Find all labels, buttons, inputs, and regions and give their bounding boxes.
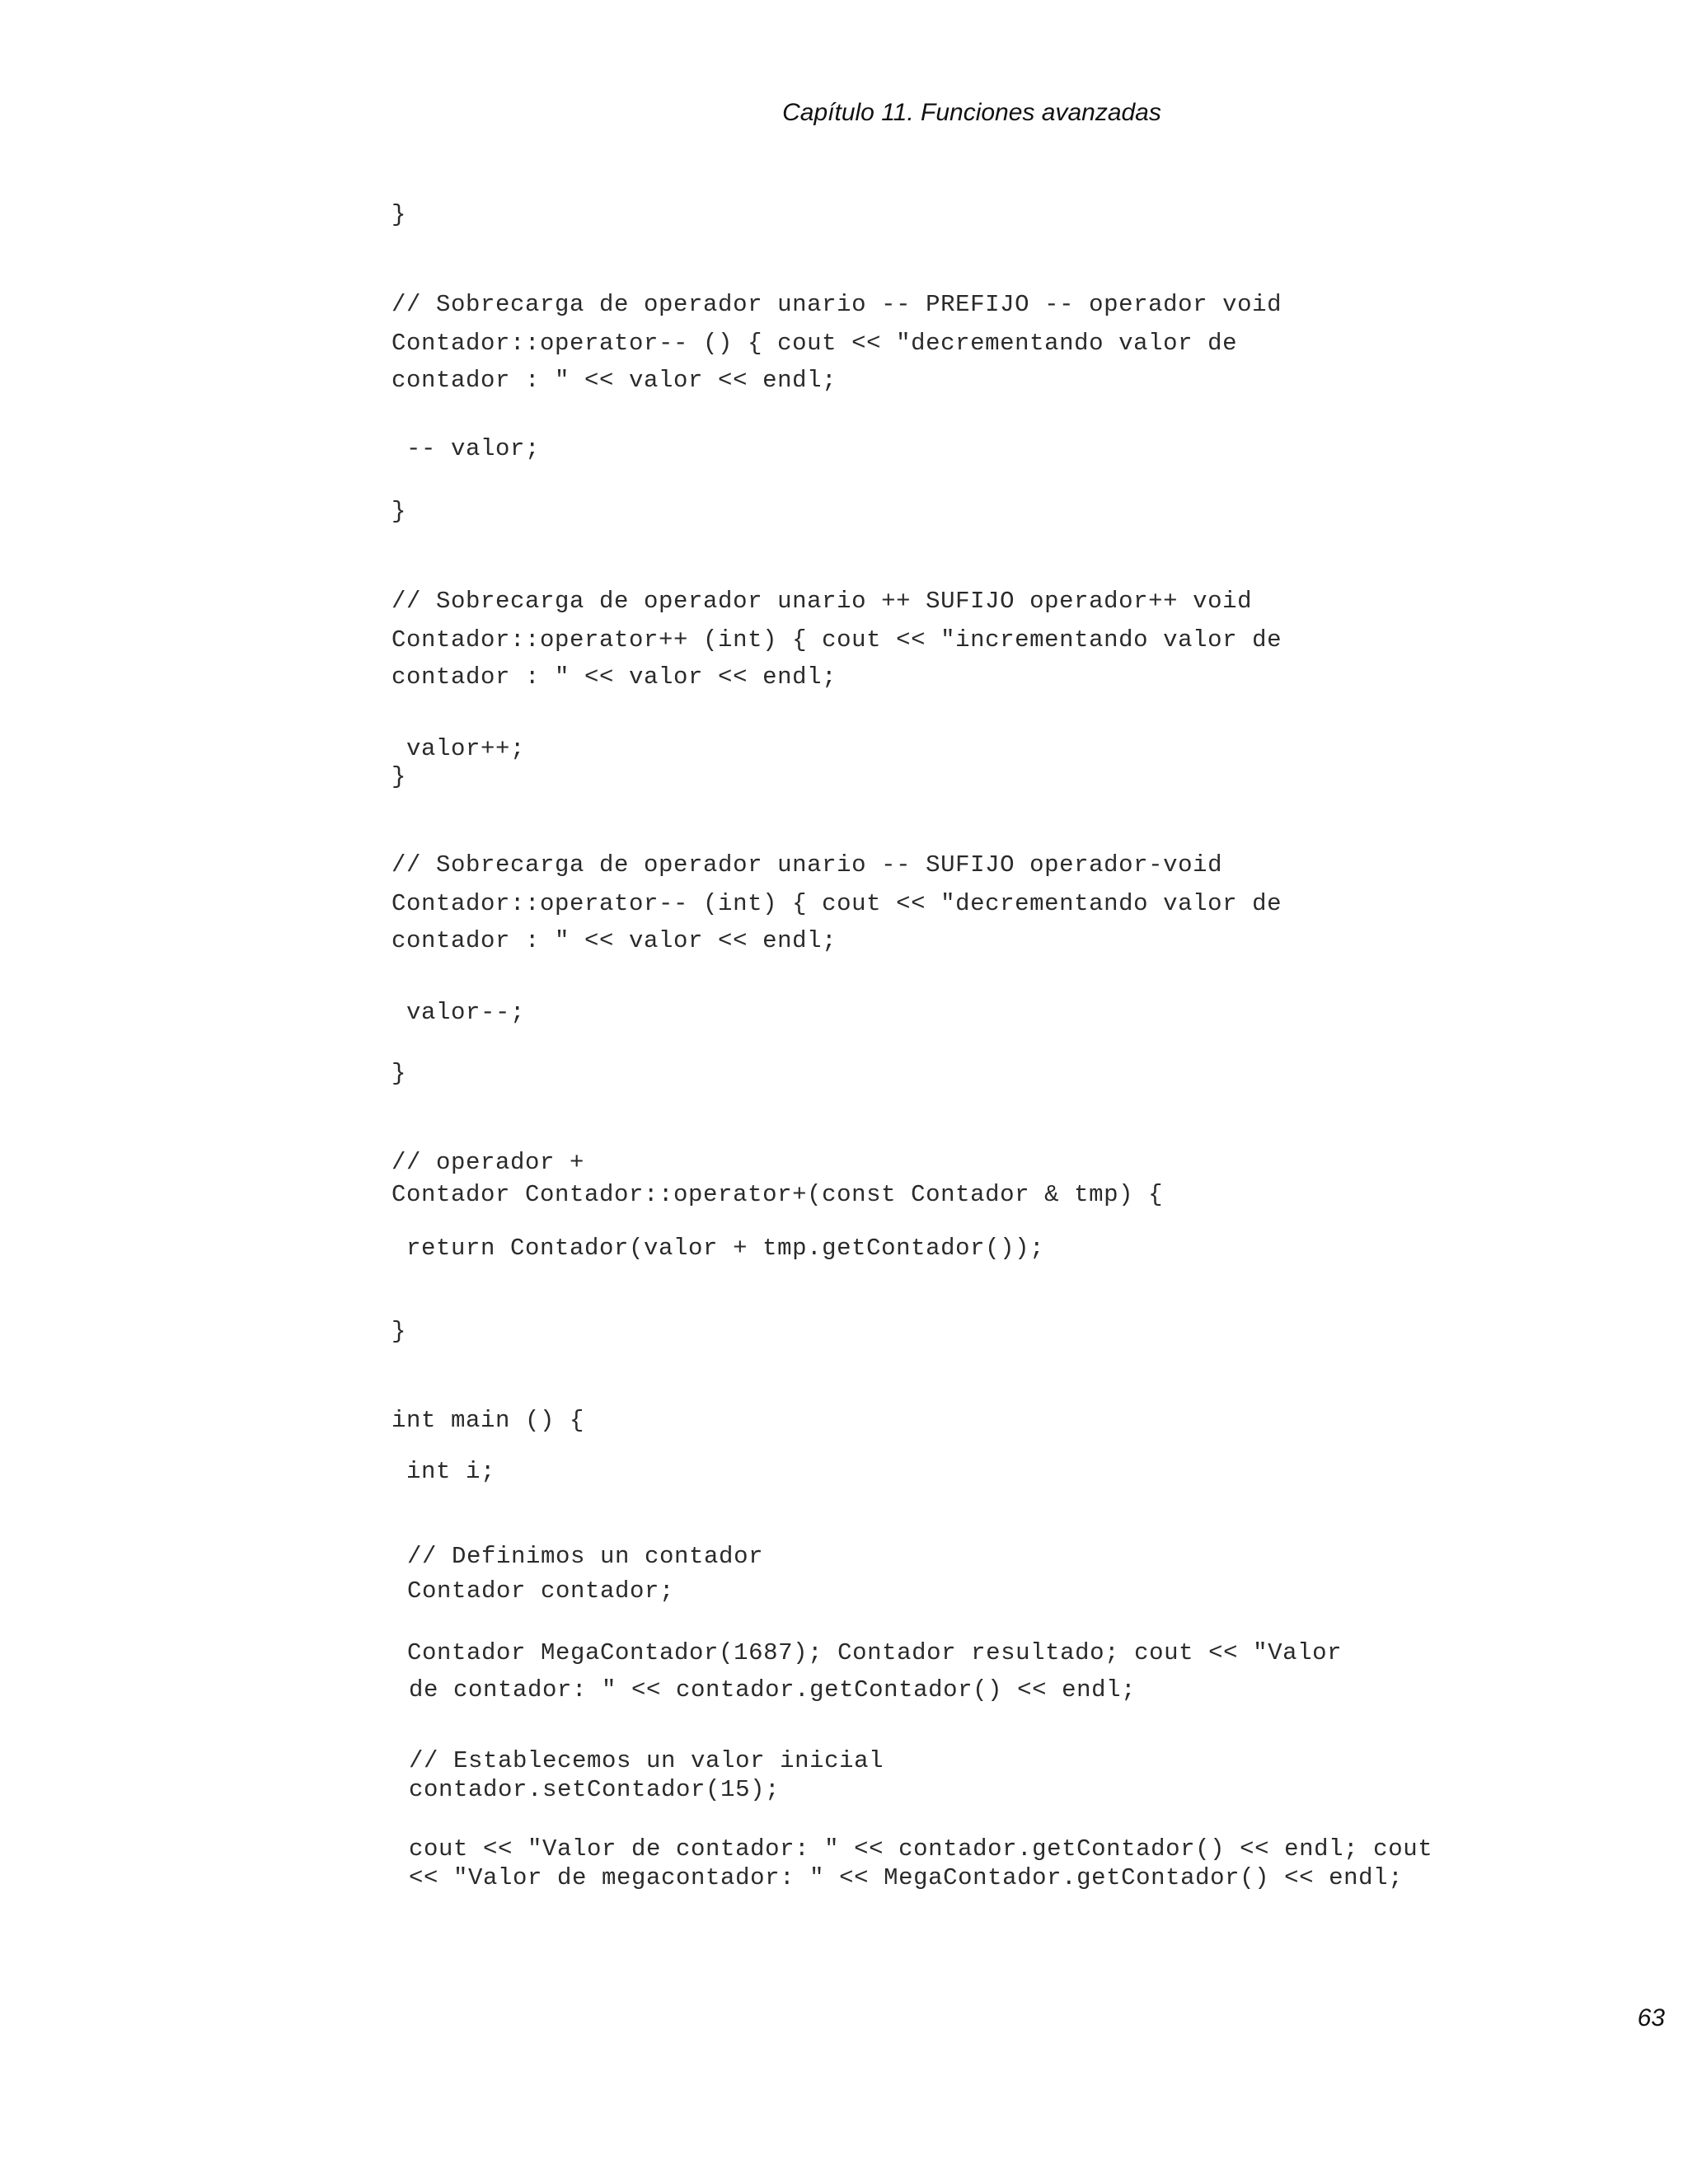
code-line: Contador::operator++ (int) { cout << "incrementando valor de xyxy=(392,626,1282,654)
code-line: Contador::operator-- (int) { cout << "decrementando valor de xyxy=(392,890,1282,917)
code-line: return Contador(valor + tmp.getContador()); xyxy=(392,1235,1045,1262)
code-line: Contador contador; xyxy=(392,1577,675,1605)
code-line: } xyxy=(392,763,407,790)
code-line: de contador: " << contador.getContador() << endl; xyxy=(394,1676,1137,1704)
code-line: int main () { xyxy=(392,1407,585,1434)
code-line: } xyxy=(392,498,407,525)
chapter-header: Capítulo 11. Funciones avanzadas xyxy=(782,99,1161,126)
code-line: } xyxy=(392,201,407,228)
page-number: 63 xyxy=(1637,2004,1665,2032)
code-line: // Establecemos un valor inicial xyxy=(394,1747,884,1774)
code-line: // operador + xyxy=(392,1149,585,1176)
code-line: contador.setContador(15); xyxy=(394,1776,781,1803)
code-line: // Definimos un contador xyxy=(392,1543,764,1570)
code-line: contador : " << valor << endl; xyxy=(392,367,837,394)
code-line: valor--; xyxy=(392,999,526,1026)
code-line: Contador::operator-- () { cout << "decrementando valor de xyxy=(392,330,1238,357)
code-line: << "Valor de megacontador: " << MegaContador.getContador() << endl; xyxy=(394,1864,1404,1891)
code-line: int i; xyxy=(392,1458,496,1485)
code-line: } xyxy=(392,1060,407,1087)
code-line: contador : " << valor << endl; xyxy=(392,927,837,954)
code-line: -- valor; xyxy=(392,435,541,462)
code-line: // Sobrecarga de operador unario -- SUFIJO operador-void xyxy=(392,851,1223,879)
code-line: // Sobrecarga de operador unario ++ SUFIJO operador++ void xyxy=(392,588,1253,615)
code-line: contador : " << valor << endl; xyxy=(392,663,837,691)
code-line: valor++; xyxy=(392,735,526,762)
code-line: cout << "Valor de contador: " << contador.getContador() << endl; cout xyxy=(394,1835,1433,1863)
code-line: Contador MegaContador(1687); Contador resultado; cout << "Valor xyxy=(392,1639,1343,1666)
code-line: } xyxy=(392,1318,407,1345)
code-line: Contador Contador::operator+(const Contador & tmp) { xyxy=(392,1181,1164,1208)
code-line: // Sobrecarga de operador unario -- PREFIJO -- operador void xyxy=(392,291,1282,318)
